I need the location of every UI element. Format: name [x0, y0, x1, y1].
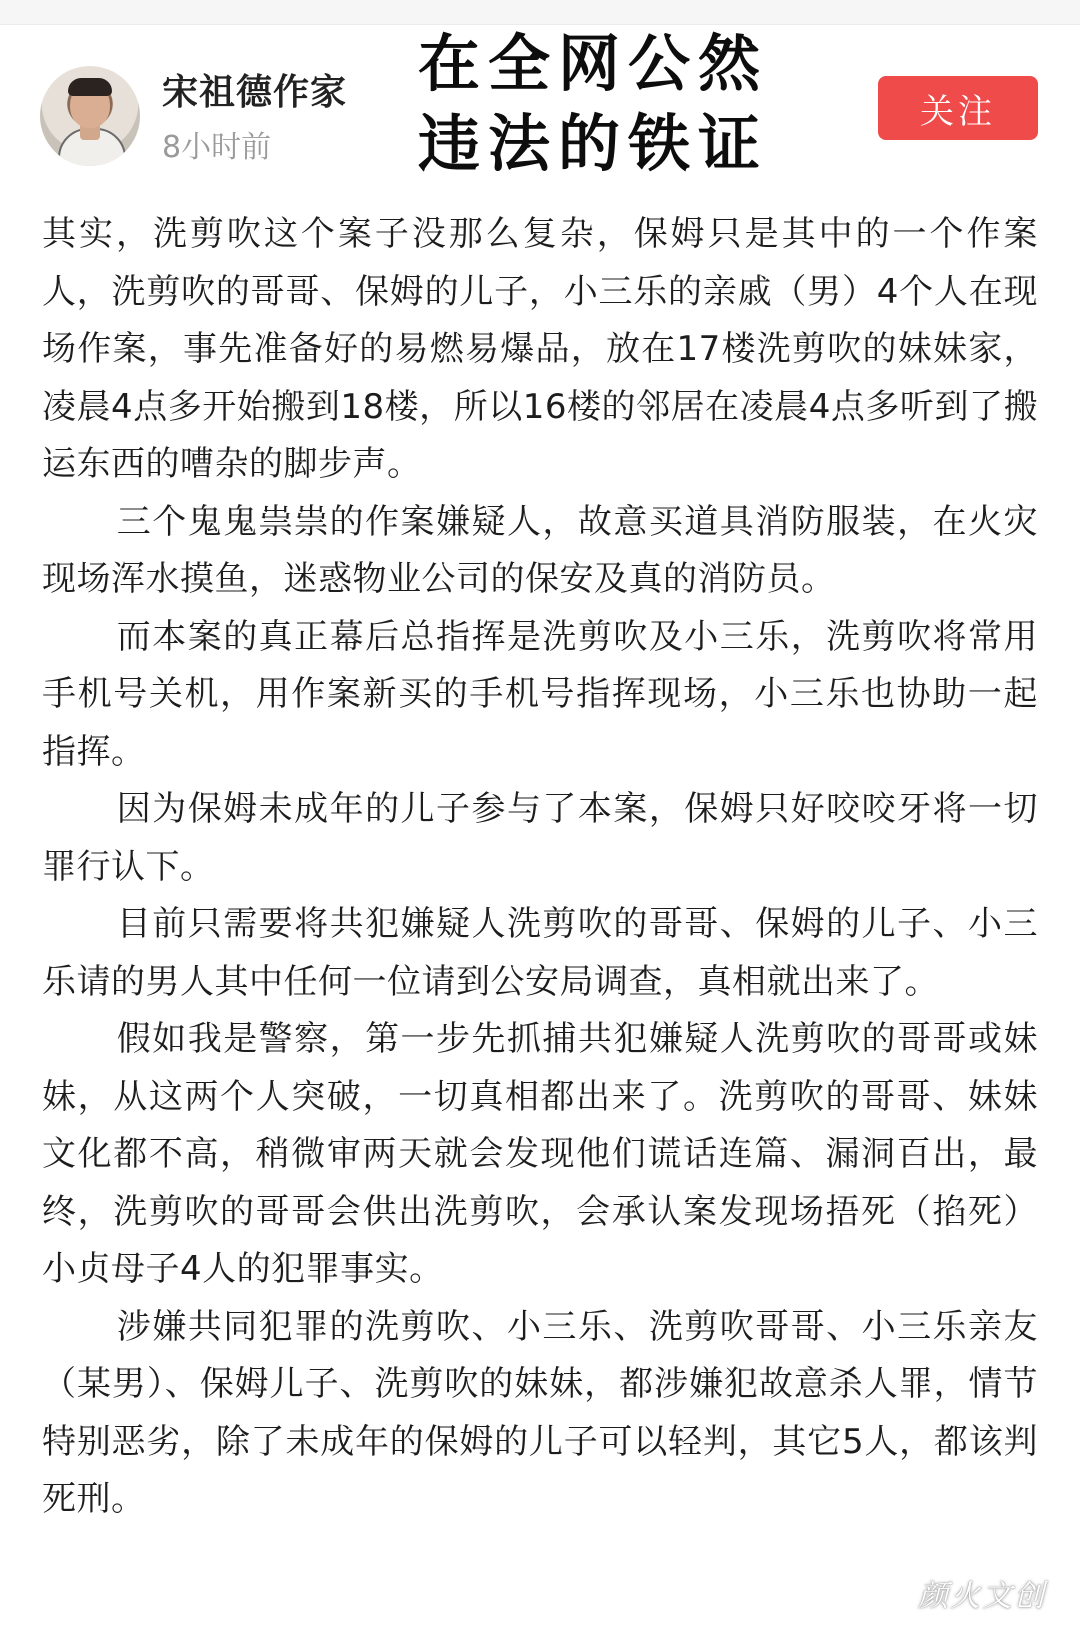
status-bar-edge [0, 0, 1080, 25]
avatar-hair [68, 78, 112, 96]
follow-button[interactable]: 关注 [878, 76, 1038, 140]
article-paragraph-6: 假如我是警察，第一步先抓捕共犯嫌疑人洗剪吹的哥哥或妹妹，从这两个人突破，一切真相都出来了。洗剪吹的哥哥、妹妹文化都不高，稍微审两天就会发现他们谎话连篇、漏洞百出，最终，洗剪吹的哥哥会供出洗剪吹，会承认案发现场捂死（掐死）小贞母子4人的犯罪事实。 [42, 1019, 1038, 1289]
article-paragraph-4: 因为保姆未成年的儿子参与了本案，保姆只好咬咬牙将一切罪行认下。 [42, 789, 1038, 887]
article-paragraph-7: 涉嫌共同犯罪的洗剪吹、小三乐、洗剪吹哥哥、小三乐亲友（某男）、保姆儿子、洗剪吹的妹妹，都涉嫌犯故意杀人罪，情节特别恶劣，除了未成年的保姆的儿子可以轻判，其它5人，都该判死刑。 [42, 1306, 1038, 1519]
article-paragraph-1: 其实，洗剪吹这个案子没那么复杂，保姆只是其中的一个作案人，洗剪吹的哥哥、保姆的儿子，小三乐的亲戚（男）4个人在现场作案，事先准备好的易燃易爆品，放在17楼洗剪吹的妹妹家，凌晨4点多开始搬到18楼，所以16楼的邻居在凌晨4点多听到了搬运东西的嘈杂的脚步声。 [42, 214, 1038, 484]
author-name[interactable]: 宋祖德作家 [162, 72, 348, 113]
overlay-title-line-1: 在全网公然 [418, 27, 769, 100]
article-paragraph-3: 而本案的真正幕后总指挥是洗剪吹及小三乐，洗剪吹将常用手机号关机，用作案新买的手机号指挥现场，小三乐也协助一起指挥。 [42, 616, 1038, 772]
overlay-title [418, 24, 858, 184]
author-avatar[interactable] [40, 66, 140, 166]
article-paragraph-5: 目前只需要将共犯嫌疑人洗剪吹的哥哥、保姆的儿子、小三乐请的男人其中任何一位请到公安局调查，真相就出来了。 [42, 904, 1038, 1002]
article-body [42, 206, 1038, 1529]
watermark: 颜火文创 [918, 1579, 1046, 1614]
post-time: 8小时前 [162, 130, 272, 165]
overlay-title-line-2: 违法的铁证 [418, 107, 769, 180]
article-paragraph-2: 三个鬼鬼祟祟的作案嫌疑人，故意买道具消防服装，在火灾现场浑水摸鱼，迷惑物业公司的保安及真的消防员。 [42, 501, 1038, 599]
